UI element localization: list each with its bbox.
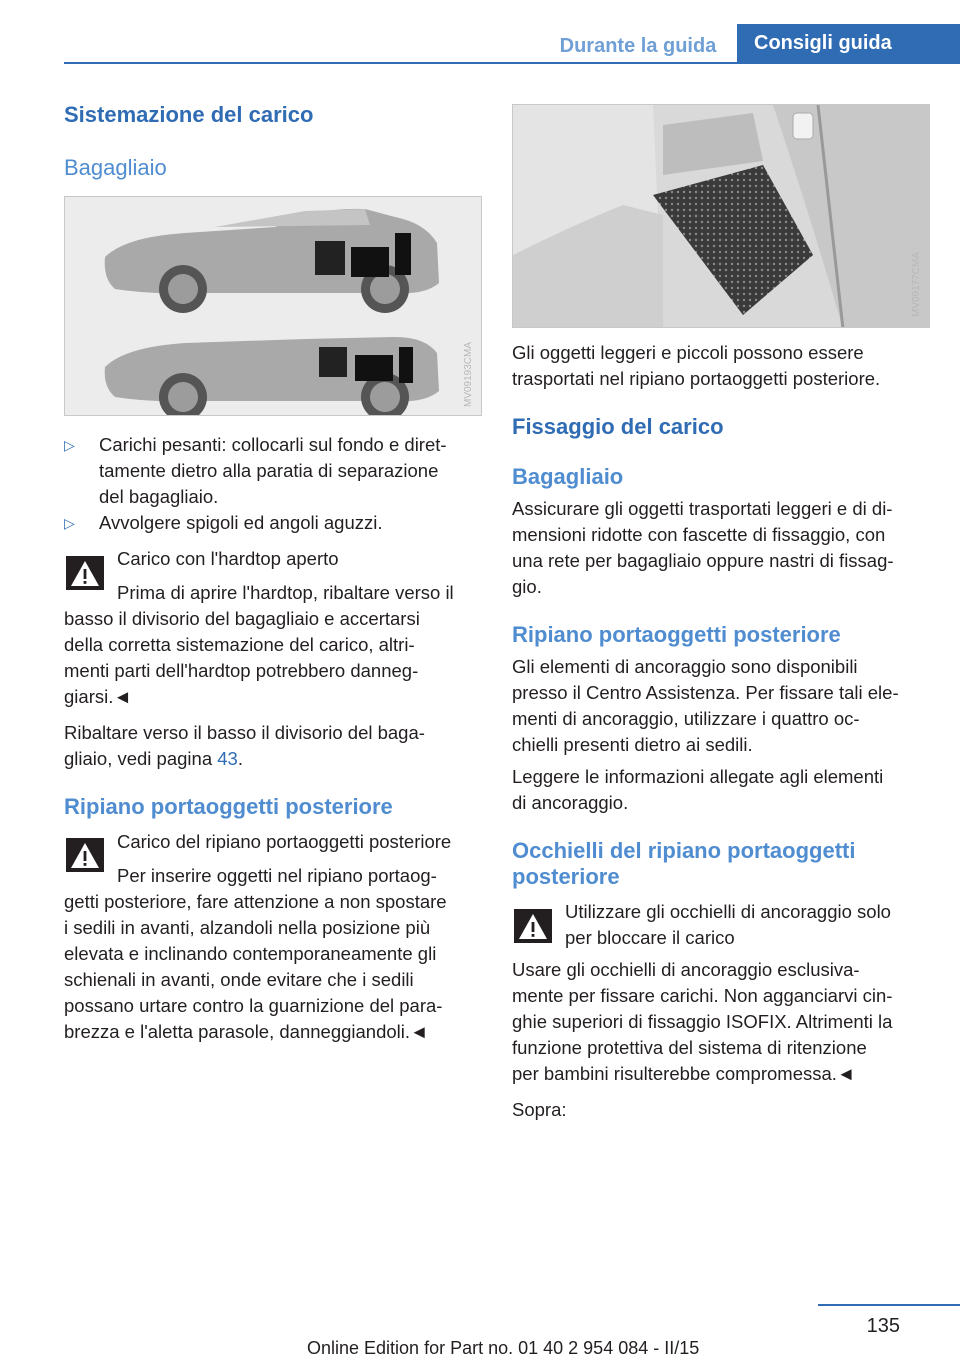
paragraph-line: una rete per bagagliaio oppure nastri di fissag- xyxy=(512,550,894,571)
warning-title: Carico con l'hardtop aperto xyxy=(117,548,339,569)
page-number: 135 xyxy=(866,1315,900,1337)
paragraph-text: . xyxy=(237,748,243,769)
warning-triangle-icon xyxy=(514,909,552,943)
list-item xyxy=(64,432,482,510)
warning-text-line: della corretta sistemazione del carico, altri- xyxy=(64,634,415,655)
footer-rule xyxy=(818,1304,960,1306)
figure-caption-line: trasportati nel ripiano portaoggetti posteriore. xyxy=(512,368,881,389)
paragraph-line xyxy=(64,746,243,772)
section-title-load-securing: Fissaggio del carico xyxy=(512,414,724,439)
triangle-bullet-icon: ▷ xyxy=(64,437,75,453)
warning-text-line: mente per fissare carichi. Non agganciarvi cin- xyxy=(512,985,893,1006)
figure-caption-line: Gli oggetti leggeri e piccoli possono essere xyxy=(512,342,864,363)
subtitle-eyelets: posteriore xyxy=(512,864,620,889)
warning-title: per bloccare il carico xyxy=(565,927,735,948)
paragraph-line: Ribaltare verso il basso il divisorio del baga- xyxy=(64,722,425,743)
warning-text-line: ghie superiori di fissaggio ISOFIX. Altrimenti la xyxy=(512,1011,893,1032)
paragraph-line: mensioni ridotte con fascette di fissaggio, con xyxy=(512,524,886,545)
warning-text-line: giarsi.◄ xyxy=(64,686,132,707)
warning-text-line: brezza e l'aletta parasole, danneggiandoli.◄ xyxy=(64,1021,429,1042)
subtitle-rear-shelf: Ripiano portaoggetti posteriore xyxy=(512,622,841,647)
warning-text-line: per bambini risulterebbe compromessa.◄ xyxy=(512,1063,856,1084)
warning-text-line: Per inserire oggetti nel ripiano portaog- xyxy=(117,865,437,886)
edition-footer: Online Edition for Part no. 01 40 2 954 084 - II/15 xyxy=(307,1338,700,1358)
warning-title: Utilizzare gli occhielli di ancoraggio solo xyxy=(565,901,891,922)
warning-triangle-icon xyxy=(66,838,104,872)
list-item xyxy=(64,510,482,536)
triangle-bullet-icon: ▷ xyxy=(64,515,75,531)
paragraph-line: di ancoraggio. xyxy=(512,792,629,813)
paragraph-line: Gli elementi di ancoraggio sono disponibili xyxy=(512,656,858,677)
warning-text-line: funzione protettiva del sistema di ritenzione xyxy=(512,1037,867,1058)
figure-code: MV09177CMA xyxy=(911,251,922,317)
warning-text-line: Prima di aprire l'hardtop, ribaltare verso il xyxy=(117,582,454,603)
bullet-line: Avvolgere spigoli ed angoli aguzzi. xyxy=(99,512,383,533)
warning-text-line: possano urtare contro la guarnizione del para- xyxy=(64,995,443,1016)
warning-text-line: getti posteriore, fare attenzione a non spostare xyxy=(64,891,447,912)
rear-shelf-illustration xyxy=(513,105,930,328)
warning-text-line: elevata e inclinando contemporaneamente gli xyxy=(64,943,437,964)
subtitle-luggage-compartment: Bagagliaio xyxy=(64,155,167,180)
header-rule xyxy=(64,62,960,64)
subtitle-eyelets: Occhielli del ripiano portaoggetti xyxy=(512,838,856,863)
paragraph-line: Assicurare gli oggetti trasportati leggeri e di di- xyxy=(512,498,893,519)
header-section-label: Durante la guida xyxy=(559,35,717,57)
page-link-43[interactable]: 43 xyxy=(217,748,238,769)
warning-text-line: menti parti dell'hardtop potrebbero danneg- xyxy=(64,660,419,681)
warning-text-line: Usare gli occhielli di ancoraggio esclusiva- xyxy=(512,959,860,980)
paragraph-line: gio. xyxy=(512,576,542,597)
roadster-cars-illustration xyxy=(65,197,482,416)
paragraph-line: menti di ancoraggio, utilizzare i quattro oc- xyxy=(512,708,860,729)
header-chapter-tab: Consigli guida xyxy=(737,24,960,62)
warning-text-line: basso il divisorio del bagagliaio e accertarsi xyxy=(64,608,420,629)
paragraph-line: chielli presenti dietro ai sedili. xyxy=(512,734,753,755)
paragraph-line: Sopra: xyxy=(512,1099,567,1120)
rear-shelf-net-figure xyxy=(512,104,930,328)
paragraph-line: presso il Centro Assistenza. Per fissare tali ele- xyxy=(512,682,899,703)
bullet-line: del bagagliaio. xyxy=(99,486,219,507)
section-title-rear-shelf: Ripiano portaoggetti posteriore xyxy=(64,794,393,819)
warning-title: Carico del ripiano portaoggetti posteriore xyxy=(117,831,452,852)
figure-code: MV09193CMA xyxy=(463,341,474,407)
paragraph-text: gliaio, vedi pagina xyxy=(64,748,218,769)
bullet-line: tamente dietro alla paratia di separazione xyxy=(99,460,439,481)
warning-triangle-icon xyxy=(66,556,104,590)
warning-text-line: schienali in avanti, onde evitare che i sedili xyxy=(64,969,414,990)
bullet-line: Carichi pesanti: collocarli sul fondo e diret- xyxy=(99,434,447,455)
roadster-load-figure xyxy=(64,196,482,416)
section-title-load-arrangement: Sistemazione del carico xyxy=(64,102,314,127)
warning-text-line: i sedili in avanti, alzandoli nella posizione più xyxy=(64,917,431,938)
subtitle-luggage-compartment: Bagagliaio xyxy=(512,464,624,489)
paragraph-line: Leggere le informazioni allegate agli elementi xyxy=(512,766,884,787)
